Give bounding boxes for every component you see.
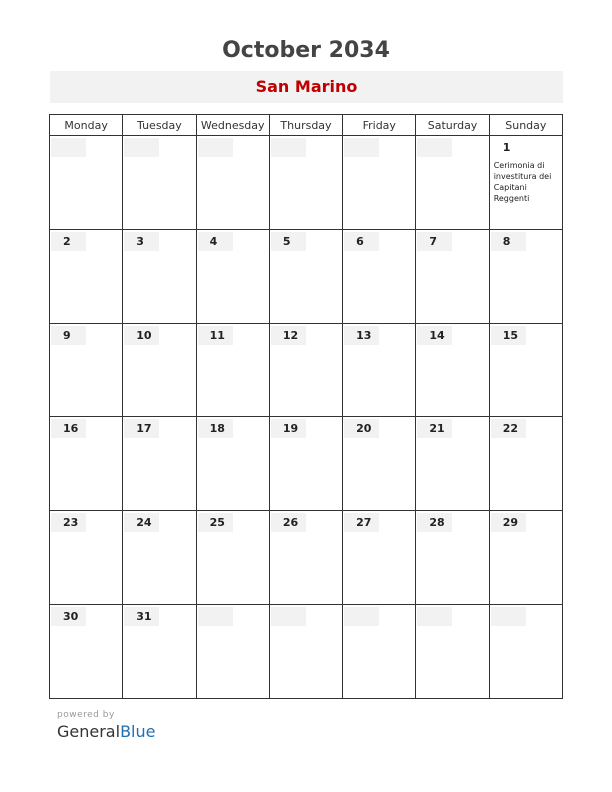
calendar-day-cell[interactable]: [416, 229, 489, 323]
weekday-header: Monday: [50, 115, 123, 136]
calendar-day-cell[interactable]: [416, 605, 489, 699]
calendar-day-cell[interactable]: [50, 511, 123, 605]
day-number: 20: [344, 419, 379, 438]
day-number: [344, 607, 379, 626]
calendar-day-cell[interactable]: [50, 605, 123, 699]
day-number: [198, 607, 233, 626]
calendar-day-cell[interactable]: [196, 511, 269, 605]
day-number: 22: [491, 419, 526, 438]
calendar-day-cell[interactable]: [343, 605, 416, 699]
calendar-day-cell[interactable]: [343, 511, 416, 605]
day-number: 16: [51, 419, 86, 438]
day-number: 15: [491, 326, 526, 345]
calendar-day-cell[interactable]: [343, 417, 416, 511]
day-number: 5: [271, 232, 306, 251]
calendar-day-cell[interactable]: [416, 323, 489, 417]
day-number: 19: [271, 419, 306, 438]
calendar-day-cell[interactable]: [269, 229, 342, 323]
day-number: 30: [51, 607, 86, 626]
day-number: 17: [124, 419, 159, 438]
calendar-day-cell[interactable]: [123, 229, 196, 323]
calendar-day-cell[interactable]: [123, 417, 196, 511]
country-name: San Marino: [50, 71, 563, 103]
day-number: [51, 138, 86, 157]
day-number: [271, 607, 306, 626]
weekday-header: Thursday: [269, 115, 342, 136]
calendar-day-cell[interactable]: [123, 136, 196, 230]
day-number: 31: [124, 607, 159, 626]
calendar-day-cell[interactable]: [50, 417, 123, 511]
day-number: 25: [198, 513, 233, 532]
day-number: 11: [198, 326, 233, 345]
weekday-header: Saturday: [416, 115, 489, 136]
powered-by-label: powered by: [57, 710, 115, 720]
calendar-day-cell[interactable]: [50, 229, 123, 323]
calendar-week-row: [50, 511, 563, 605]
day-number: 1: [502, 141, 511, 154]
calendar-day-cell[interactable]: [269, 136, 342, 230]
day-number: 7: [417, 232, 452, 251]
calendar-day-cell[interactable]: [416, 417, 489, 511]
brand-general: General: [57, 722, 121, 741]
day-number: [491, 607, 526, 626]
calendar-day-cell[interactable]: [50, 323, 123, 417]
day-number: 14: [417, 326, 452, 345]
calendar-day-cell[interactable]: [343, 136, 416, 230]
day-number: 13: [344, 326, 379, 345]
calendar-week-row: [50, 417, 563, 511]
day-number: [198, 138, 233, 157]
calendar-title: October 2034: [222, 38, 390, 63]
calendar-day-cell[interactable]: [489, 417, 562, 511]
calendar-day-cell[interactable]: [269, 323, 342, 417]
calendar-day-cell[interactable]: [489, 323, 562, 417]
calendar-week-row: [50, 136, 563, 230]
day-number: 9: [51, 326, 86, 345]
day-number: [271, 138, 306, 157]
calendar-week-row: [50, 605, 563, 699]
day-number: 10: [124, 326, 159, 345]
brand-logo[interactable]: [57, 722, 155, 741]
calendar-day-cell[interactable]: [196, 323, 269, 417]
calendar-day-cell[interactable]: [489, 511, 562, 605]
day-number: [417, 138, 452, 157]
calendar-day-cell[interactable]: [416, 136, 489, 230]
calendar-day-cell[interactable]: [123, 323, 196, 417]
weekday-header: Sunday: [489, 115, 562, 136]
calendar-day-cell[interactable]: [196, 605, 269, 699]
calendar-week-row: [50, 229, 563, 323]
footer-branding: [57, 710, 155, 741]
calendar-day-cell[interactable]: [489, 136, 562, 230]
day-number: 8: [491, 232, 526, 251]
day-number: 24: [124, 513, 159, 532]
day-number: 6: [344, 232, 379, 251]
calendar-day-cell[interactable]: [269, 605, 342, 699]
calendar-day-cell[interactable]: [489, 605, 562, 699]
calendar-day-cell[interactable]: [416, 511, 489, 605]
calendar-day-cell[interactable]: [269, 417, 342, 511]
calendar-day-cell[interactable]: [196, 229, 269, 323]
day-number: [344, 138, 379, 157]
calendar-week-row: [50, 323, 563, 417]
day-number: 2: [51, 232, 86, 251]
calendar-day-cell[interactable]: [196, 136, 269, 230]
day-number: 12: [271, 326, 306, 345]
weekday-header: Friday: [343, 115, 416, 136]
calendar-day-cell[interactable]: [343, 323, 416, 417]
weekday-header: Wednesday: [196, 115, 269, 136]
day-number: [124, 138, 159, 157]
day-number: 21: [417, 419, 452, 438]
day-number: 18: [198, 419, 233, 438]
day-number: 4: [198, 232, 233, 251]
weekday-header-row: [50, 115, 563, 136]
day-number: 27: [344, 513, 379, 532]
calendar-day-cell[interactable]: [489, 229, 562, 323]
calendar-day-cell[interactable]: [343, 229, 416, 323]
day-number: 29: [491, 513, 526, 532]
calendar-day-cell[interactable]: [196, 417, 269, 511]
calendar-day-cell[interactable]: [50, 136, 123, 230]
calendar-grid: [49, 114, 563, 699]
brand-blue: Blue: [120, 722, 156, 741]
calendar-day-cell[interactable]: [123, 605, 196, 699]
day-number: 26: [271, 513, 306, 532]
weekday-header: Tuesday: [123, 115, 196, 136]
calendar-day-cell[interactable]: [269, 511, 342, 605]
day-number: 23: [51, 513, 86, 532]
day-number: [417, 607, 452, 626]
day-number: 3: [124, 232, 159, 251]
day-number: 28: [417, 513, 452, 532]
calendar-day-cell[interactable]: [123, 511, 196, 605]
holiday-event: Cerimonia di investitura dei Capitani Reggenti: [493, 161, 552, 203]
